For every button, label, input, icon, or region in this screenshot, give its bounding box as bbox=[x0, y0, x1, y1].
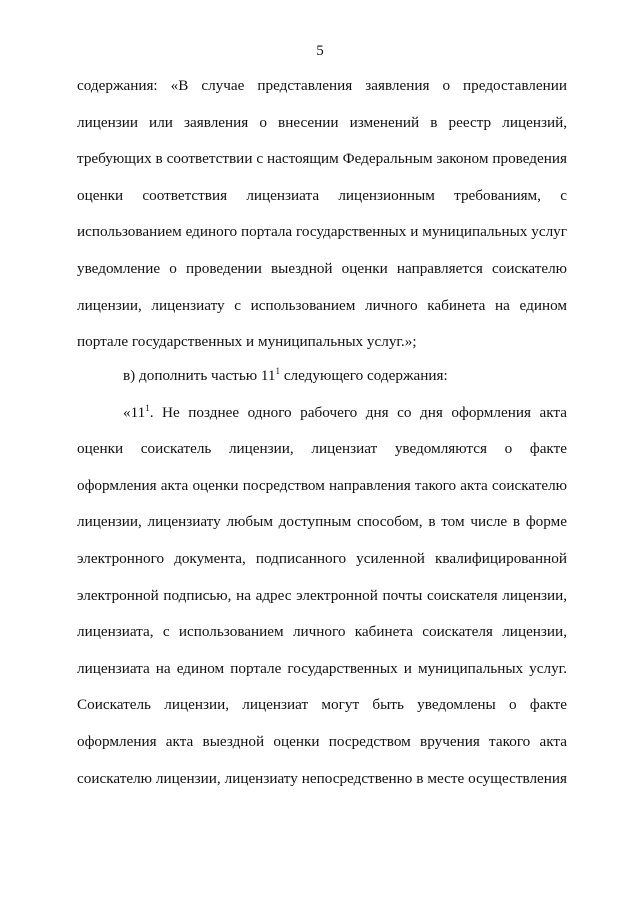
text-line: оценки соискатель лицензии, лицензиат уведомляются о факте bbox=[77, 440, 567, 458]
text-line: лицензии, лицензиату с использованием личного кабинета на едином bbox=[77, 296, 567, 314]
part-text: . Не позднее одного рабочего дня со дня оформления акта bbox=[149, 403, 567, 421]
text-line: Соискатель лицензии, лицензиат могут быть уведомлены о факте bbox=[77, 696, 567, 714]
text-line: электронной подписью, на адрес электронной почты соискателя лицензии, bbox=[77, 586, 567, 604]
text-line: лицензиата на едином портале государственных и муниципальных услуг. bbox=[77, 659, 567, 677]
text-line: лицензии, лицензиату любым доступным способом, в том числе в форме bbox=[77, 513, 567, 531]
instruction-text: следующего содержания: bbox=[280, 367, 448, 384]
text-line: оформления акта выездной оценки посредством вручения такого акта bbox=[77, 732, 567, 750]
amendment-instruction-line bbox=[77, 366, 567, 403]
instruction-text: в) дополнить частью 11 bbox=[123, 367, 276, 384]
text-line: портале государственных и муниципальных услуг.»; bbox=[77, 333, 417, 351]
text-line: использованием единого портала государственных и муниципальных услуг bbox=[77, 223, 567, 241]
superscript-index: 1 bbox=[275, 366, 281, 376]
part-number: «11 bbox=[123, 403, 146, 421]
page-number: 5 bbox=[316, 43, 324, 59]
part-heading-line bbox=[77, 403, 567, 440]
text-line: соискателю лицензии, лицензиату непосредственно в месте осуществления bbox=[77, 769, 567, 787]
text-line: оценки соответствия лицензиата лицензионным требованиям, с bbox=[77, 186, 567, 204]
new-part-paragraph bbox=[77, 366, 567, 805]
text-line: содержания: «В случае представления заявления о предоставлении bbox=[77, 77, 567, 94]
superscript-index: 1 bbox=[145, 402, 150, 413]
text-line: лицензии или заявления о внесении изменений в реестр лицензий, bbox=[77, 113, 567, 131]
text-line: электронного документа, подписанного усиленной квалифицированной bbox=[77, 549, 567, 567]
text-line: требующих в соответствии с настоящим Федеральным законом проведения bbox=[77, 150, 567, 168]
text-line: уведомление о проведении выездной оценки направляется соискателю bbox=[77, 259, 567, 277]
text-line: оформления акта оценки посредством направления такого акта соискателю bbox=[77, 476, 567, 494]
amendment-text-paragraph bbox=[77, 76, 567, 369]
text-line: лицензиата, с использованием личного кабинета соискателя лицензии, bbox=[77, 623, 567, 641]
